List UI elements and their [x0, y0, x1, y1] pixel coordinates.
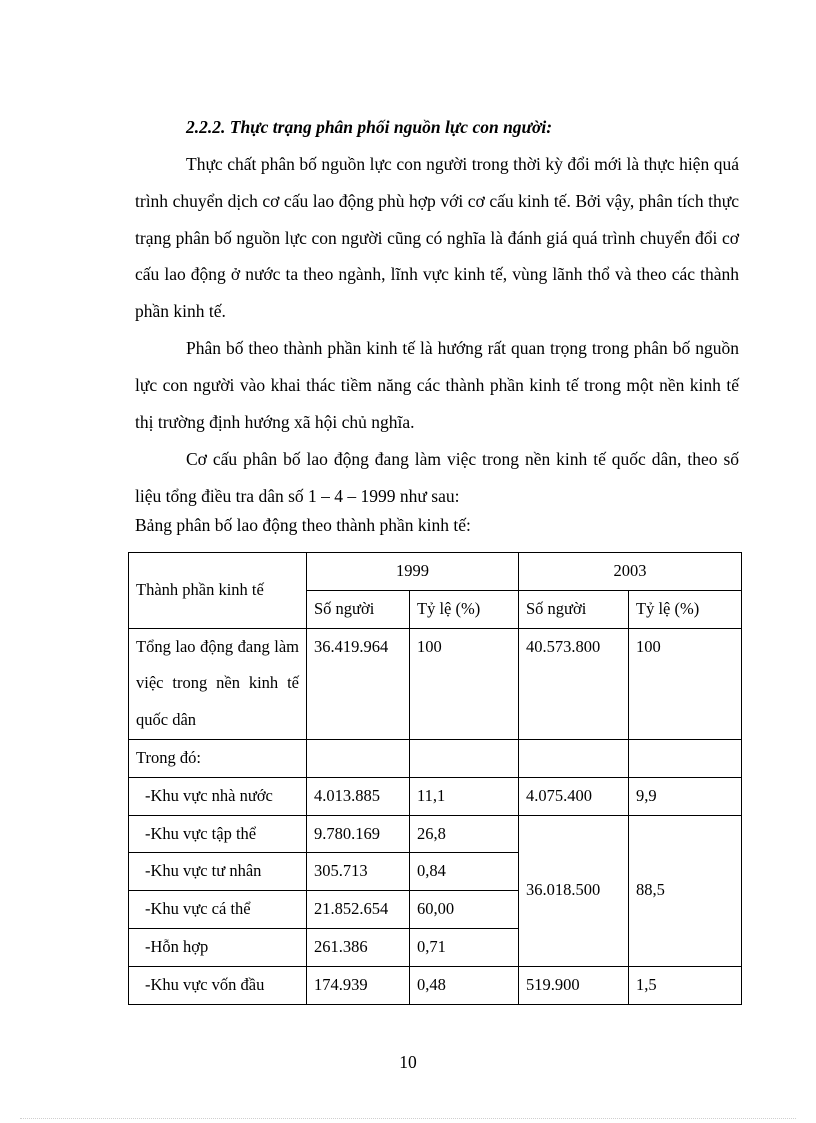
- cell-ratio-1999: 11,1: [410, 777, 519, 815]
- cell-people-1999: 174.939: [307, 966, 410, 1004]
- cell-people-1999: 4.013.885: [307, 777, 410, 815]
- labor-distribution-table: [128, 552, 742, 1005]
- cell-people-2003: 40.573.800: [519, 628, 629, 739]
- table-caption: Bảng phân bố lao động theo thành phần kinh tế:: [135, 515, 471, 535]
- table-row: [129, 739, 742, 777]
- cell-ratio-1999: 26,8: [410, 815, 519, 853]
- row-label-individual: -Khu vực cá thể: [129, 891, 307, 929]
- cell-ratio-1999: 0,71: [410, 928, 519, 966]
- cell-people-2003: 4.075.400: [519, 777, 629, 815]
- cell-ratio-1999: 0,84: [410, 853, 519, 891]
- cell-ratio-2003: 9,9: [629, 777, 742, 815]
- table-row: [129, 777, 742, 815]
- row-label-foreign: -Khu vực vốn đầu: [129, 966, 307, 1004]
- cell-empty: [410, 739, 519, 777]
- cell-empty: [307, 739, 410, 777]
- page-edge-divider: [20, 1118, 796, 1119]
- row-label-of-which: Trong đó:: [129, 739, 307, 777]
- header-ratio-1999: Tỷ lệ (%): [410, 590, 519, 628]
- cell-ratio-1999: 0,48: [410, 966, 519, 1004]
- cell-ratio-2003-merged: 88,5: [629, 815, 742, 966]
- row-label-state: -Khu vực nhà nước: [129, 777, 307, 815]
- cell-people-1999: 9.780.169: [307, 815, 410, 853]
- cell-people-1999: 261.386: [307, 928, 410, 966]
- row-label-collective: -Khu vực tập thể: [129, 815, 307, 853]
- section-heading: 2.2.2. Thực trạng phân phối nguồn lực con người:: [186, 117, 553, 137]
- page-number: 10: [399, 1052, 417, 1072]
- cell-people-1999: 36.419.964: [307, 628, 410, 739]
- cell-ratio-1999: 60,00: [410, 891, 519, 929]
- row-label-total: Tổng lao động đang làm việc trong nền kinh tế quốc dân: [129, 628, 307, 739]
- cell-people-2003-merged: 36.018.500: [519, 815, 629, 966]
- header-ratio-2003: Tỷ lệ (%): [629, 590, 742, 628]
- header-people-2003: Số người: [519, 590, 629, 628]
- cell-ratio-2003: 100: [629, 628, 742, 739]
- row-label-private: -Khu vực tư nhân: [129, 853, 307, 891]
- paragraph-3: Cơ cấu phân bố lao động đang làm việc trong nền kinh tế quốc dân, theo số liệu tổng điều tra dân số 1 – 4 – 1999 như sau:: [135, 449, 739, 506]
- table-header-row-years: [129, 553, 742, 591]
- paragraph-1: Thực chất phân bố nguồn lực con người trong thời kỳ đổi mới là thực hiện quá trình chuyển dịch cơ cấu lao động phù hợp với cơ cấu kinh tế. Bởi vậy, phân tích thực trạng phân bố nguồn lực con người cũng có nghĩa là đánh giá quá trình chuyển đổi cơ cấu lao động ở nước ta theo ngành, lĩnh vực kinh tế, vùng lãnh thổ và theo các thành phần kinh tế.: [135, 154, 739, 322]
- cell-people-1999: 21.852.654: [307, 891, 410, 929]
- cell-ratio-2003: 1,5: [629, 966, 742, 1004]
- table-row: [129, 628, 742, 739]
- cell-people-1999: 305.713: [307, 853, 410, 891]
- cell-empty: [519, 739, 629, 777]
- paragraph-2: Phân bố theo thành phần kinh tế là hướng rất quan trọng trong phân bố nguồn lực con người vào khai thác tiềm năng các thành phần kinh tế trong một nền kinh tế thị trường định hướng xã hội chủ nghĩa.: [135, 338, 739, 432]
- table-row: [129, 966, 742, 1004]
- cell-empty: [629, 739, 742, 777]
- row-label-mixed: -Hỗn hợp: [129, 928, 307, 966]
- header-category: [129, 553, 307, 629]
- header-year-1999: 1999: [307, 553, 519, 591]
- header-category-text: Thành phần kinh tế: [136, 579, 264, 599]
- header-people-1999: Số người: [307, 590, 410, 628]
- header-year-2003: 2003: [519, 553, 742, 591]
- table-row: [129, 815, 742, 853]
- cell-ratio-1999: 100: [410, 628, 519, 739]
- cell-people-2003: 519.900: [519, 966, 629, 1004]
